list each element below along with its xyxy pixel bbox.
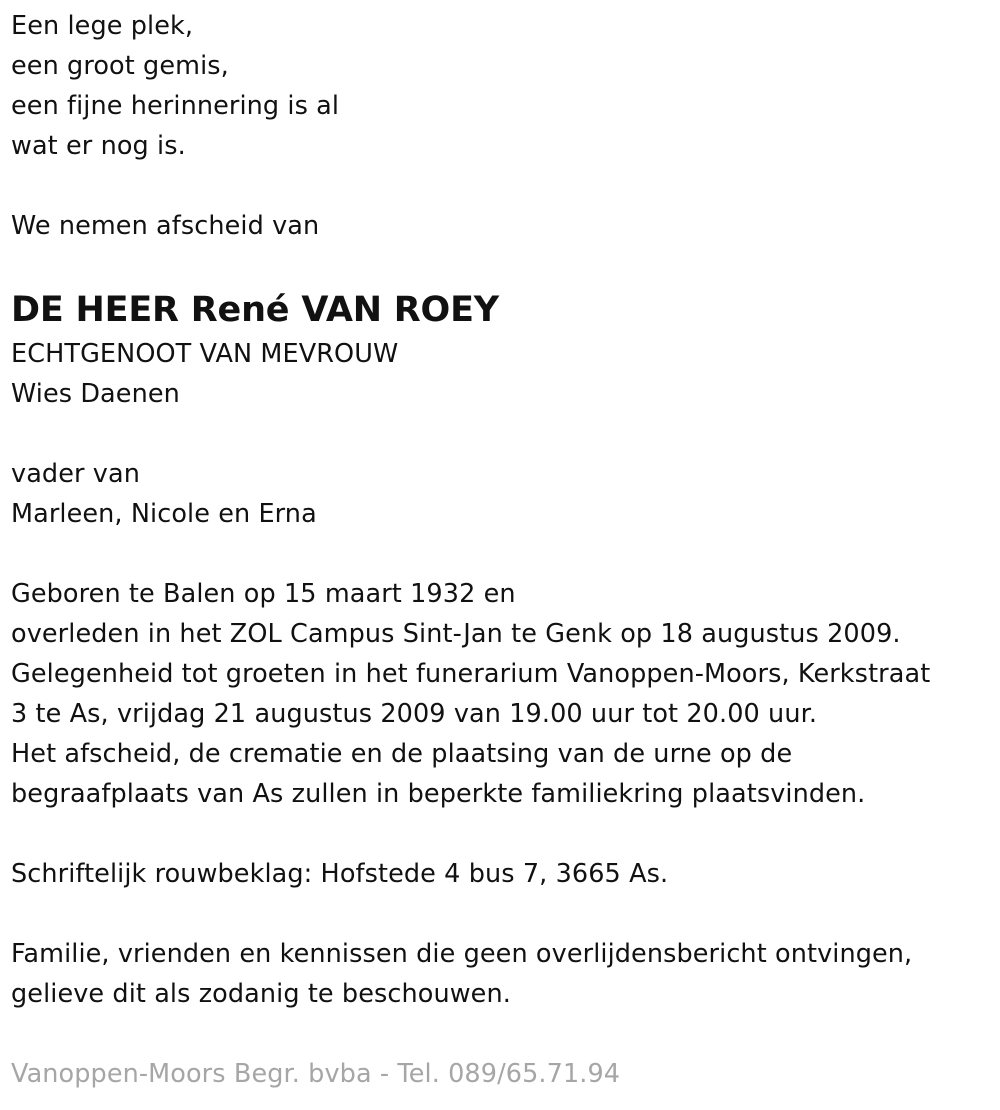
condolence-address: Schriftelijk rouwbeklag: Hofstede 4 bus 7, 3665 As. (11, 859, 669, 889)
details-line: begraafplaats van As zullen in beperkte familiekring plaatsvinden. (11, 779, 866, 809)
obituary-notice (11, 6, 991, 1094)
spacer (11, 534, 991, 574)
spacer (11, 814, 991, 854)
intro-text: We nemen afscheid van (11, 211, 320, 241)
details-line: 3 te As, vrijdag 21 augustus 2009 van 19.00 uur tot 20.00 uur. (11, 699, 818, 729)
notice-line: gelieve dit als zodanig te beschouwen. (11, 979, 511, 1009)
details-paragraph (11, 574, 991, 814)
spacer (11, 246, 991, 286)
children-names: Marleen, Nicole en Erna (11, 499, 317, 529)
details-line: overleden in het ZOL Campus Sint-Jan te Genk op 18 augustus 2009. (11, 619, 901, 649)
poem-line: een groot gemis, (11, 51, 229, 81)
notice-paragraph (11, 934, 991, 1014)
details-line: Geboren te Balen op 15 maart 1932 en (11, 579, 516, 609)
children-label: vader van (11, 459, 140, 489)
details-line: Het afscheid, de crematie en de plaatsing van de urne op de (11, 739, 793, 769)
spouse-name: Wies Daenen (11, 379, 180, 409)
notice-line: Familie, vrienden en kennissen die geen overlijdensbericht ontvingen, (11, 939, 913, 969)
poem-line: wat er nog is. (11, 131, 186, 161)
deceased-name: DE HEER René VAN ROEY (11, 290, 499, 330)
spacer (11, 1014, 991, 1054)
spacer (11, 414, 991, 454)
funeral-home-footer: Vanoppen-Moors Begr. bvba - Tel. 089/65.71.94 (11, 1059, 621, 1089)
poem-line: Een lege plek, (11, 11, 194, 41)
spacer (11, 166, 991, 206)
poem-line: een fijne herinnering is al (11, 91, 340, 121)
poem (11, 6, 991, 166)
spouse-label: ECHTGENOOT VAN MEVROUW (11, 339, 399, 369)
details-line: Gelegenheid tot groeten in het funerarium Vanoppen-Moors, Kerkstraat (11, 659, 931, 689)
spacer (11, 894, 991, 934)
